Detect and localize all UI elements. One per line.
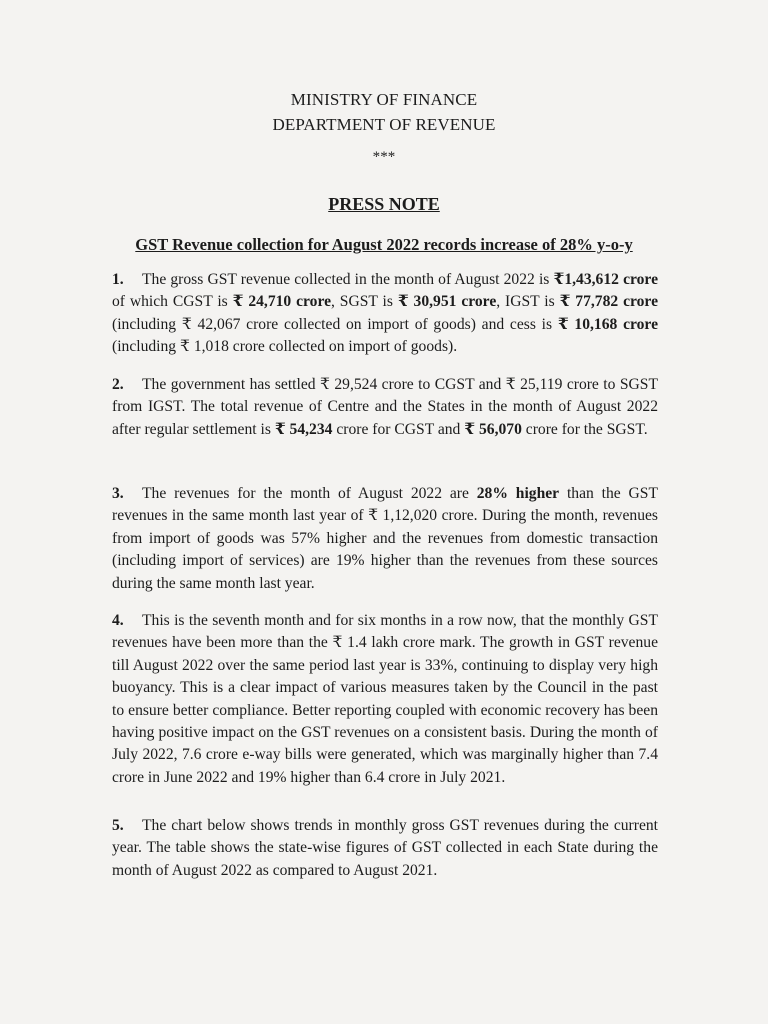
bold-figure: ₹1,43,612 crore [553, 271, 658, 288]
paragraph-text: of which CGST is [112, 293, 233, 311]
paragraph-number: 4. [112, 612, 124, 629]
paragraph-text: The government has settled ₹ 29,524 crore to CGST and ₹ 25,119 crore to SGST from IGST. The total revenue of Centre and the States in the month of August 2022 after regular settlement is [112, 376, 658, 438]
paragraph-number: 5. [112, 817, 124, 834]
paragraph-text: crore for the SGST. [521, 420, 648, 438]
separator: *** [372, 149, 396, 165]
bold-figure: ₹ 10,168 crore [557, 315, 658, 333]
bold-figure: ₹ 54,234 [274, 420, 333, 438]
bold-figure: 28% higher [476, 485, 560, 502]
press-note-title: PRESS NOTE [328, 194, 440, 214]
bold-figure: ₹ 30,951 crore [397, 293, 497, 311]
paragraph-text: (including ₹ 42,067 crore collected on import of goods) and cess is [112, 315, 558, 333]
paragraph-number: 2. [112, 376, 124, 393]
paragraph-4 [112, 610, 658, 789]
paragraph-1 [112, 269, 658, 359]
paragraph-number: 1. [112, 271, 124, 288]
ministry-heading: MINISTRY OF FINANCE [290, 90, 478, 109]
bold-figure: ₹ 77,782 crore [559, 293, 658, 311]
paragraph-text: , SGST is [331, 293, 398, 311]
press-note-subtitle: GST Revenue collection for August 2022 records increase of 28% y-o-y [135, 235, 633, 254]
department-heading: DEPARTMENT OF REVENUE [272, 115, 496, 134]
paragraph-text: The chart below shows trends in monthly gross GST revenues during the current year. The table shows the state-wise figures of GST collected in each State during the month of August 2022 as compared to August 2021. [112, 817, 658, 879]
paragraph-text: The gross GST revenue collected in the month of August 2022 is [142, 271, 554, 288]
paragraph-3 [112, 483, 658, 595]
paragraph-text: , IGST is [496, 293, 560, 311]
paragraph-2 [112, 374, 658, 441]
bold-figure: ₹ 24,710 crore [232, 293, 332, 311]
paragraph-text: This is the seventh month and for six months in a row now, that the monthly GST revenues have been more than the ₹ 1.4 lakh crore mark. The growth in GST revenue till August 2022 over the same period last year is 33%, continuing to display very high buoyancy. This is a clear impact of various measures taken by the Council in the past to ensure better compliance. Better reporting coupled with economic recovery has been having positive impact on the GST revenues on a consistent basis. During the month of July 2022, 7.6 crore e-way bills were generated, which was marginally higher than 7.4 crore in June 2022 and 19% higher than 6.4 crore in July 2021. [112, 612, 658, 786]
paragraph-5 [112, 815, 658, 882]
paragraph-text: crore for CGST and [332, 420, 465, 438]
paragraph-number: 3. [112, 485, 124, 502]
paragraph-text: The revenues for the month of August 2022 are [142, 485, 477, 502]
paragraph-text: than the GST revenues in the same month last year of ₹ 1,12,020 crore. During the month, revenues from import of goods was 57% higher and the revenues from domestic transaction (including import of services) are 19% higher than the revenues from these sources during the same month last year. [112, 485, 658, 592]
bold-figure: ₹ 56,070 [464, 420, 522, 438]
paragraph-text: (including ₹ 1,018 crore collected on import of goods). [112, 338, 458, 356]
